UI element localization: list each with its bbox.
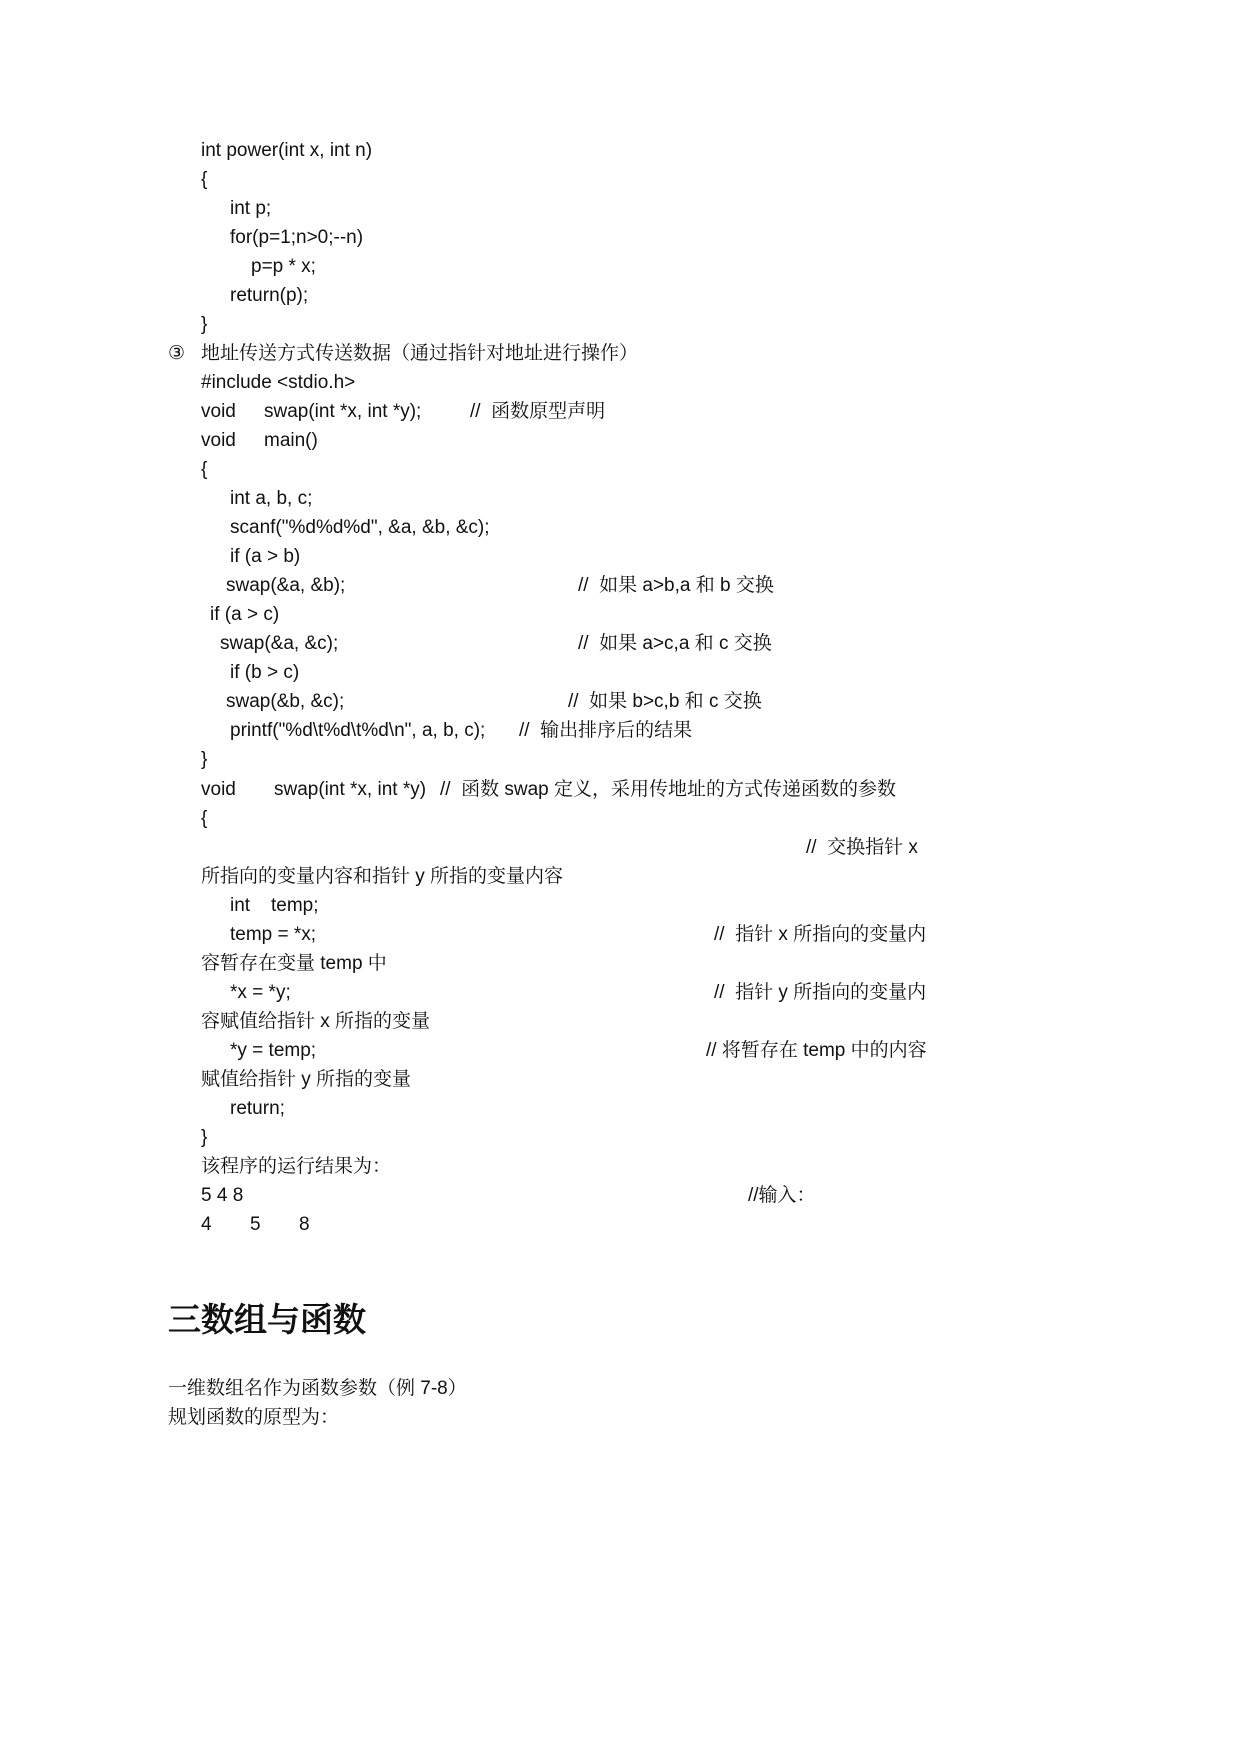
code-comment-wrap: 所指向的变量内容和指针 y 所指的变量内容 bbox=[201, 866, 564, 887]
code-line: *x = *y; bbox=[230, 982, 291, 1003]
code-line: if (a > c) bbox=[210, 604, 280, 625]
code-comment: // 如果 a>c,a 和 c 交换 bbox=[578, 633, 772, 654]
code-line: return; bbox=[230, 1098, 285, 1119]
code-line: } bbox=[201, 749, 208, 770]
code-comment-wrap: 赋值给指针 y 所指的变量 bbox=[201, 1069, 412, 1090]
code-line: scanf("%d%d%d", &a, &b, &c); bbox=[230, 517, 490, 538]
code-comment: // 函数原型声明 bbox=[470, 401, 606, 422]
code-line: main() bbox=[264, 430, 318, 451]
section-marker: ③ bbox=[168, 343, 186, 364]
result-label: 该程序的运行结果为： bbox=[201, 1156, 392, 1177]
paragraph-line: 规划函数的原型为： bbox=[168, 1407, 340, 1428]
result-input: 5 4 8 bbox=[201, 1185, 244, 1206]
code-line: *y = temp; bbox=[230, 1040, 317, 1061]
code-keyword: void bbox=[201, 779, 236, 800]
paragraph-line: 一维数组名作为函数参数（例 7-8） bbox=[168, 1378, 467, 1399]
result-output-value: 8 bbox=[299, 1214, 310, 1235]
code-line: { bbox=[201, 808, 208, 829]
code-comment: // 如果 a>b,a 和 b 交换 bbox=[578, 575, 774, 596]
code-line: int power(int x, int n) bbox=[201, 140, 373, 161]
code-line: swap(int *x, int *y); bbox=[264, 401, 422, 422]
code-comment: // 如果 b>c,b 和 c 交换 bbox=[568, 691, 762, 712]
code-line: return(p); bbox=[230, 285, 309, 306]
code-comment: // 指针 x 所指向的变量内 bbox=[714, 924, 927, 945]
result-output-value: 4 bbox=[201, 1214, 212, 1235]
code-line: p=p * x; bbox=[251, 256, 316, 277]
code-line: for(p=1;n>0;--n) bbox=[230, 227, 364, 248]
result-input-comment: //输入： bbox=[748, 1185, 816, 1206]
code-line: } bbox=[201, 1127, 208, 1148]
code-line: swap(&b, &c); bbox=[226, 691, 345, 712]
code-comment: // 函数 swap 定义，采用传地址的方式传递函数的参数 bbox=[440, 779, 897, 800]
code-line: int a, b, c; bbox=[230, 488, 313, 509]
code-comment: // 指针 y 所指向的变量内 bbox=[714, 982, 927, 1003]
code-line: { bbox=[201, 169, 208, 190]
code-line: if (a > b) bbox=[230, 546, 301, 567]
code-comment: // 输出排序后的结果 bbox=[519, 720, 693, 741]
code-line: { bbox=[201, 459, 208, 480]
code-line: int p; bbox=[230, 198, 272, 219]
code-keyword: void bbox=[201, 401, 236, 422]
code-keyword: int bbox=[230, 895, 251, 916]
code-line: temp; bbox=[271, 895, 319, 916]
code-comment: // 将暂存在 temp 中的内容 bbox=[706, 1040, 927, 1061]
code-keyword: void bbox=[201, 430, 236, 451]
code-comment: // 交换指针 x bbox=[806, 837, 918, 858]
code-line: swap(&a, &c); bbox=[220, 633, 339, 654]
code-comment-wrap: 容赋值给指针 x 所指的变量 bbox=[201, 1011, 431, 1032]
section-heading: 三数组与函数 bbox=[168, 1301, 366, 1338]
code-comment-wrap: 容暂存在变量 temp 中 bbox=[201, 953, 387, 974]
code-line: temp = *x; bbox=[230, 924, 317, 945]
code-line: #include <stdio.h> bbox=[201, 372, 356, 393]
result-output-value: 5 bbox=[250, 1214, 261, 1235]
code-line: } bbox=[201, 314, 208, 335]
code-line: if (b > c) bbox=[230, 662, 300, 683]
code-line: swap(int *x, int *y) bbox=[274, 779, 427, 800]
section-title: 地址传送方式传送数据（通过指针对地址进行操作） bbox=[201, 343, 639, 364]
code-line: printf("%d\t%d\t%d\n", a, b, c); bbox=[230, 720, 486, 741]
code-line: swap(&a, &b); bbox=[226, 575, 346, 596]
